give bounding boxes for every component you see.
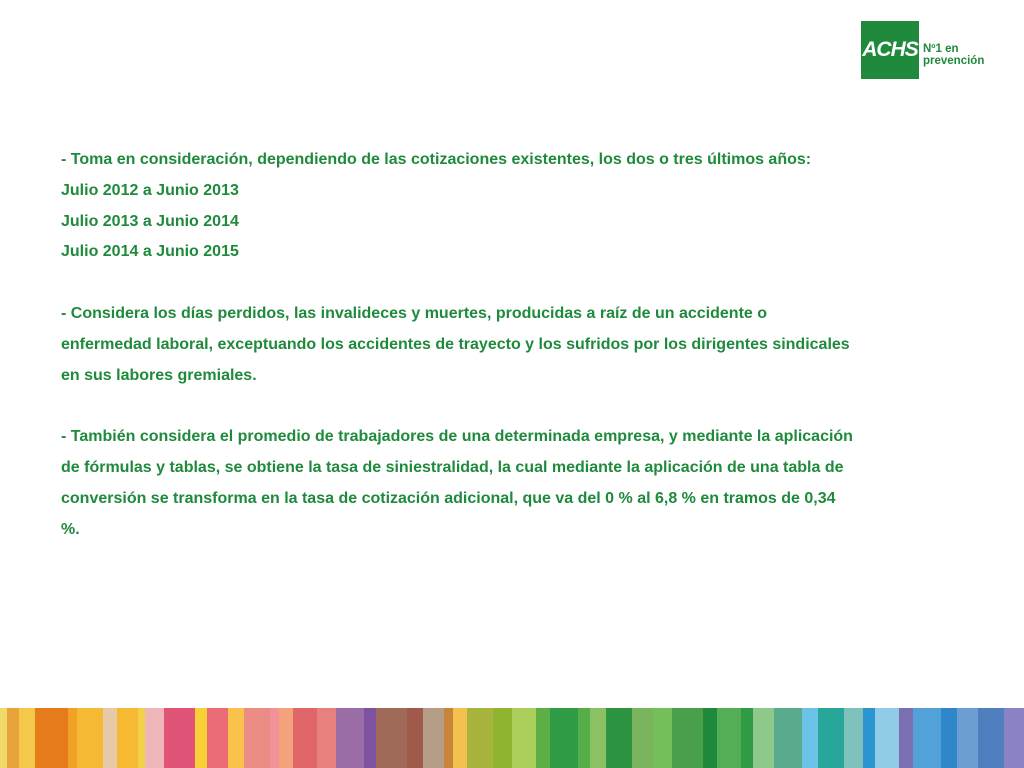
stripe (164, 708, 195, 768)
stripe (1004, 708, 1024, 768)
paragraph-2-line: enfermedad laboral, exceptuando los accidentes de trayecto y los sufridos por los dirigentes sindicales (61, 335, 850, 353)
stripe (228, 708, 244, 768)
paragraph-1-intro: - Toma en consideración, dependiendo de las cotizaciones existentes, los dos o tres últimos años: (61, 151, 812, 168)
period-line: Julio 2013 a Junio 2014 (61, 212, 239, 230)
achs-logo (861, 20, 984, 80)
stripe (536, 708, 550, 768)
slide-body (61, 145, 931, 545)
stripe (703, 708, 717, 768)
stripe (875, 708, 899, 768)
stripe (117, 708, 138, 768)
spacer (61, 391, 931, 422)
stripe (103, 708, 117, 768)
period-line: Julio 2014 a Junio 2015 (61, 243, 239, 261)
stripe (207, 708, 228, 768)
stripe (19, 708, 35, 768)
stripe (802, 708, 818, 768)
logo-tagline-line2: prevención (923, 55, 985, 67)
stripe (672, 708, 703, 768)
stripe (7, 708, 19, 768)
decorative-stripe-band (0, 708, 1024, 768)
stripe (364, 708, 376, 768)
stripe (407, 708, 423, 768)
stripe (632, 708, 653, 768)
stripe (145, 708, 164, 768)
stripe (423, 708, 444, 768)
stripe (0, 708, 7, 768)
logo-brand: ACHS (862, 38, 918, 61)
stripe (863, 708, 875, 768)
logo-mark (861, 21, 919, 79)
paragraph-3-line: conversión se transforma en la tasa de cotización adicional, que va del 0 % al 6,8 % en tramos de 0,34 (61, 489, 836, 507)
stripe (957, 708, 978, 768)
stripe (270, 708, 279, 768)
stripe (279, 708, 293, 768)
stripe (899, 708, 913, 768)
period-line: Julio 2012 a Junio 2013 (61, 181, 239, 199)
logo-tagline (923, 43, 984, 67)
stripe (590, 708, 606, 768)
stripe (578, 708, 590, 768)
spacer (61, 268, 931, 299)
stripe (550, 708, 578, 768)
paragraph-2-line: en sus labores gremiales. (61, 366, 257, 384)
paragraph-3-line: - También considera el promedio de trabajadores de una determinada empresa, y mediante la aplicación (61, 428, 853, 446)
stripe (453, 708, 467, 768)
stripe (818, 708, 844, 768)
stripe (493, 708, 512, 768)
stripe (717, 708, 741, 768)
paragraph-3-line: de fórmulas y tablas, se obtiene la tasa de siniestralidad, la cual mediante la aplicación de una tabla de (61, 458, 844, 476)
stripe (512, 708, 536, 768)
stripe (35, 708, 68, 768)
paragraph-2-line: - Considera los días perdidos, las invalideces y muertes, producidas a raíz de un accidente o (61, 304, 768, 322)
stripe (317, 708, 336, 768)
stripe (68, 708, 77, 768)
stripe (293, 708, 317, 768)
stripe (774, 708, 802, 768)
stripe (941, 708, 957, 768)
stripe (467, 708, 493, 768)
logo-tagline-line1: Nº1 en (923, 43, 959, 55)
stripe (653, 708, 672, 768)
stripe (606, 708, 632, 768)
stripe (444, 708, 453, 768)
stripe (195, 708, 207, 768)
stripe (336, 708, 364, 768)
stripe (244, 708, 270, 768)
stripe (913, 708, 941, 768)
stripe (741, 708, 753, 768)
stripe (753, 708, 774, 768)
paragraph-3-line: %. (61, 520, 80, 538)
stripe (376, 708, 407, 768)
stripe (138, 708, 145, 768)
stripe (77, 708, 103, 768)
stripe (978, 708, 1004, 768)
stripe (844, 708, 863, 768)
